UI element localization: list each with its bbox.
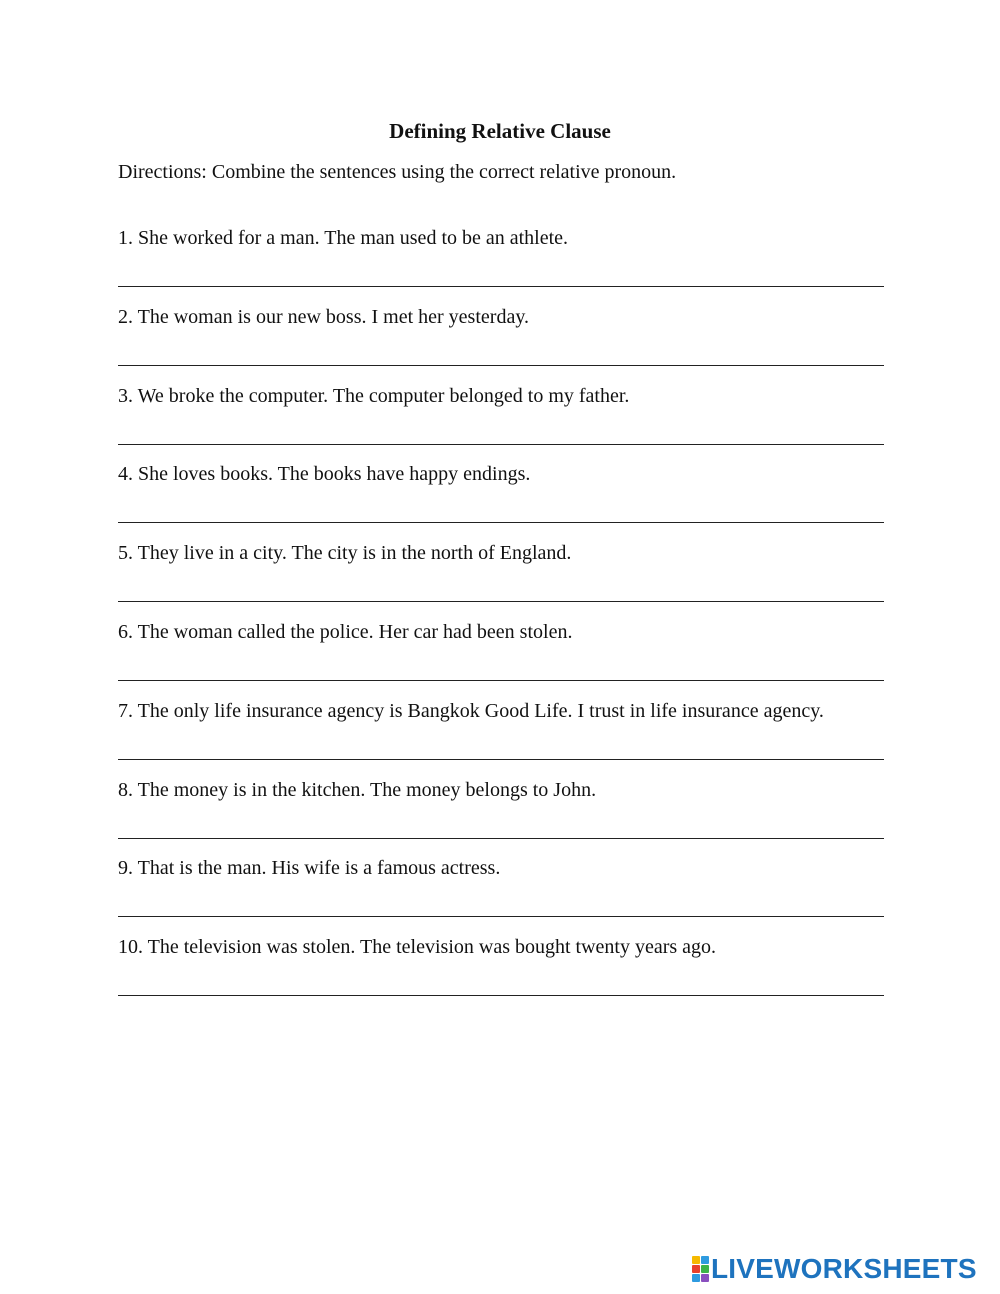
answer-line[interactable]: [118, 365, 884, 366]
liveworksheets-logo[interactable]: [692, 1254, 977, 1284]
logo-wordmark: LIVEWORKSHEETS: [711, 1253, 977, 1284]
question-text: 8. The money is in the kitchen. The money belongs to John.: [118, 778, 597, 801]
question-text: 10. The television was stolen. The television was bought twenty years ago.: [118, 936, 717, 959]
question-item: [118, 932, 884, 1011]
question-text: 7. The only life insurance agency is Bangkok Good Life. I trust in life insurance agency.: [118, 699, 824, 722]
answer-line[interactable]: [118, 444, 884, 445]
worksheet-title: Defining Relative Clause: [389, 119, 611, 143]
answer-line[interactable]: [118, 601, 884, 602]
logo-tile: [701, 1265, 709, 1273]
answer-line[interactable]: [118, 680, 884, 681]
logo-tile: [692, 1256, 700, 1264]
question-text: 5. They live in a city. The city is in the north of England.: [118, 542, 572, 565]
question-item: [118, 538, 884, 617]
question-item: [118, 381, 884, 460]
answer-line[interactable]: [118, 838, 884, 839]
answer-line[interactable]: [118, 522, 884, 523]
question-text: 9. That is the man. His wife is a famous actress.: [118, 857, 501, 880]
question-text: 3. We broke the computer. The computer belonged to my father.: [118, 384, 630, 407]
directions-text: Directions: Combine the sentences using the correct relative pronoun.: [118, 161, 677, 183]
question-item: [118, 617, 884, 696]
question-item: [118, 459, 884, 538]
question-list: [118, 223, 884, 1011]
question-text: 1. She worked for a man. The man used to be an athlete.: [118, 227, 569, 249]
answer-line[interactable]: [118, 759, 884, 760]
answer-line[interactable]: [118, 286, 884, 287]
logo-tile: [701, 1256, 709, 1264]
question-item: [118, 853, 884, 932]
answer-line[interactable]: [118, 995, 884, 996]
question-text: 6. The woman called the police. Her car had been stolen.: [118, 620, 573, 643]
question-text: 4. She loves books. The books have happy endings.: [118, 463, 531, 486]
question-item: [118, 302, 884, 381]
logo-tile: [692, 1274, 700, 1282]
question-item: [118, 775, 884, 854]
question-item: [118, 696, 884, 775]
logo-tile: [701, 1274, 709, 1282]
liveworksheets-logo-icon: [692, 1256, 709, 1282]
question-item: [118, 223, 884, 302]
logo-tile: [692, 1265, 700, 1273]
answer-line[interactable]: [118, 916, 884, 917]
question-text: 2. The woman is our new boss. I met her yesterday.: [118, 305, 530, 328]
